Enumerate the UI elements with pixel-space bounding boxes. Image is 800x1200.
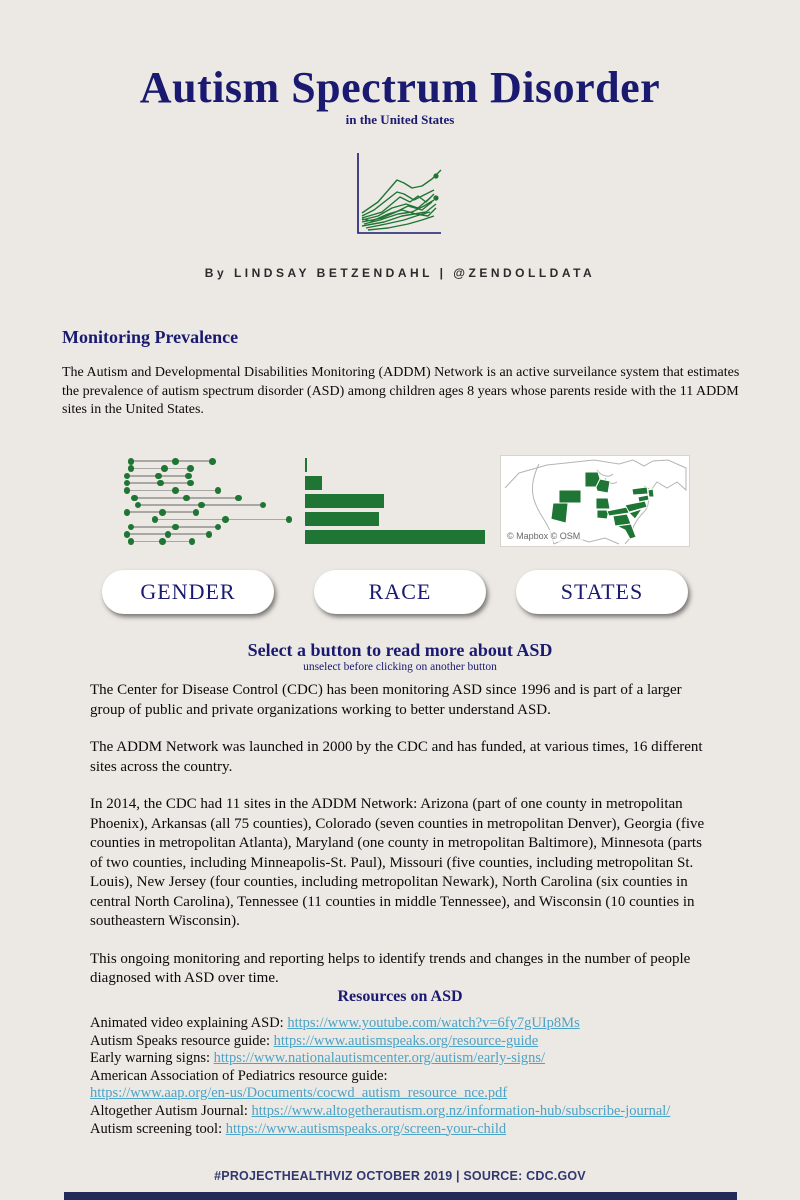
resources-heading: Resources on ASD <box>337 988 463 1005</box>
byline: By LINDSAY BETZENDAHL | @ZENDOLLDATA <box>204 266 596 280</box>
states-map <box>500 455 690 547</box>
resource-link[interactable]: https://www.nationalautismcenter.org/autism/early-signs/ <box>213 1050 546 1067</box>
resource-link[interactable]: https://www.altogetherautism.org.nz/information-hub/subscribe-journal/ <box>251 1102 671 1119</box>
resource-link[interactable]: https://www.autismspeaks.org/screen-your-child <box>225 1120 507 1137</box>
resource-label: American Association of Pediatrics resource guide: <box>90 1067 388 1084</box>
trend-sparkline-icon <box>351 150 447 240</box>
resource-link[interactable]: https://www.autismspeaks.org/resource-guide <box>273 1032 539 1049</box>
resource-link[interactable]: https://www.aap.org/en-us/Documents/cocwd_autism_resource_nce.pdf <box>90 1085 508 1102</box>
race-bar-chart <box>303 455 487 547</box>
resource-item <box>90 1015 730 1033</box>
select-prompt-heading: Select a button to read more about ASD <box>247 640 553 660</box>
states-button[interactable]: STATES <box>516 570 688 614</box>
monitoring-prevalence-heading: Monitoring Prevalence <box>62 327 239 347</box>
gender-button[interactable]: GENDER <box>102 570 274 614</box>
page-title: Autism Spectrum Disorder <box>139 63 661 112</box>
resource-item <box>90 1033 730 1051</box>
race-button[interactable]: RACE <box>314 570 486 614</box>
about-asd-text <box>90 681 712 1007</box>
resource-label: Animated video explaining ASD: <box>90 1015 288 1031</box>
resource-item <box>90 1103 730 1121</box>
resource-item <box>90 1050 730 1068</box>
resource-label: Early warning signs: <box>90 1050 214 1067</box>
resource-label: Autism screening tool: <box>90 1120 226 1137</box>
select-prompt-subtext: unselect before clicking on another button <box>303 661 497 673</box>
resource-item <box>90 1121 730 1139</box>
about-paragraph: The Center for Disease Control (CDC) has been monitoring ASD since 1996 and is part of a larger group of public and private organizations working to better understand ASD. <box>90 682 682 718</box>
page-subtitle: in the United States <box>345 112 455 127</box>
monitoring-prevalence-text: The Autism and Developmental Disabilities Monitoring (ADDM) Network is an active surveilance system that estimates the prevalence of autism spectrum disorder (ASD) among children ages 8 years whose parents reside with the 11 ADDM sites in the United States. <box>62 365 740 417</box>
about-paragraph: This ongoing monitoring and reporting helps to identify trends and changes in the number of people diagnosed with ASD over time. <box>90 950 691 986</box>
resource-item <box>90 1068 730 1103</box>
map-attribution: © Mapbox © OSM <box>504 530 583 542</box>
footer-credit: #PROJECTHEALTHVIZ OCTOBER 2019 | SOURCE: CDC.GOV <box>214 1169 586 1183</box>
gender-dumbbell-chart <box>114 455 300 547</box>
resource-label: Autism Speaks resource guide: <box>90 1032 274 1049</box>
resources-list <box>90 1015 730 1138</box>
resource-link[interactable]: https://www.youtube.com/watch?v=6fy7gUIp8Ms <box>287 1015 580 1031</box>
about-paragraph: In 2014, the CDC had 11 sites in the ADDM Network: Arizona (part of one county in metropolitan Phoenix), Arkansas (all 75 counties), Colorado (seven counties in metropolitan Denver), Georgia (five counties in metropolitan Atlanta), Maryland (one county in metropolitan Baltimore), Minnesota (parts of two counties, including Minneapolis-St. Paul), Missouri (five counties, including metropolitan St. Louis), New Jersey (four counties, including metropolitan Newark), North Carolina (six counties in central North Carolina), Tennessee (11 counties in middle Tennessee), and Wisconsin (10 counties in southeastern Wisconsin). <box>90 796 705 929</box>
about-paragraph: The ADDM Network was launched in 2000 by the CDC and has funded, at various times, 16 different sites across the country. <box>90 739 703 775</box>
resource-label: Altogether Autism Journal: <box>90 1102 252 1119</box>
footer-accent-bar <box>64 1192 737 1200</box>
